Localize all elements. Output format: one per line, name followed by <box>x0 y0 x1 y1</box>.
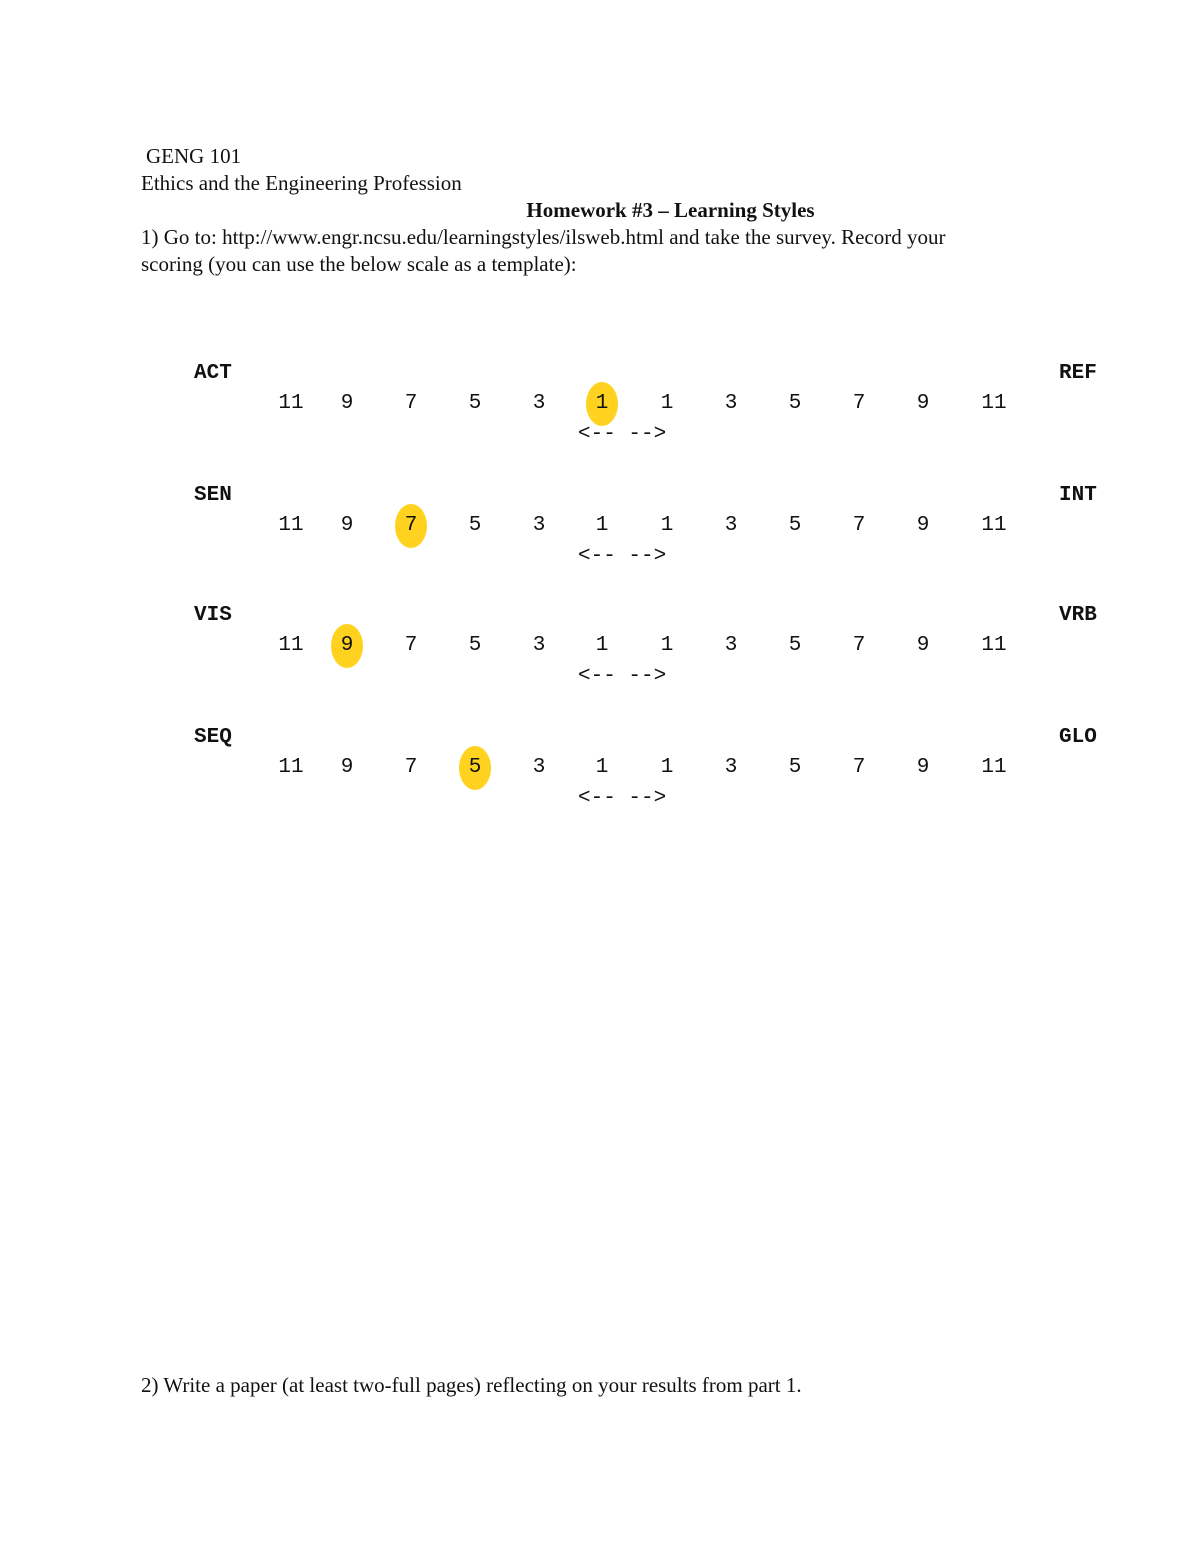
scale-arrows: <-- --> <box>578 545 667 568</box>
scale-value-text: 5 <box>468 756 482 779</box>
scale-left-label: SEQ <box>194 726 232 749</box>
scale-value <box>964 634 1024 658</box>
scale-value <box>261 514 321 538</box>
course-code: GENG 101 <box>146 144 242 168</box>
scale-value <box>765 634 825 658</box>
scale-value-text: 11 <box>278 514 304 537</box>
scale-value-text: 1 <box>660 514 674 537</box>
scale-value <box>765 514 825 538</box>
scale-value <box>637 392 697 416</box>
question-2: 2) Write a paper (at least two-full pages) reflecting on your results from part 1. <box>141 1373 802 1397</box>
scale-right-label: GLO <box>1059 726 1097 749</box>
scale-value-text: 1 <box>595 756 609 779</box>
scale-value <box>445 756 505 780</box>
scale-value <box>829 634 889 658</box>
scale-value <box>893 514 953 538</box>
scale-value-text: 7 <box>404 756 418 779</box>
scale-arrows: <-- --> <box>578 665 667 688</box>
scale-value-text: 5 <box>788 756 802 779</box>
question-1-line-2: scoring (you can use the below scale as a template): <box>141 252 577 276</box>
scale-value <box>261 756 321 780</box>
scale-value-text: 5 <box>788 392 802 415</box>
scale-value-text: 3 <box>724 392 738 415</box>
scale-value <box>964 392 1024 416</box>
scale-value <box>893 756 953 780</box>
scale-value <box>381 392 441 416</box>
scale-value <box>964 514 1024 538</box>
scale-value <box>701 514 761 538</box>
scale-value-text: 11 <box>981 756 1007 779</box>
scale-value <box>381 634 441 658</box>
scale-value-text: 7 <box>852 392 866 415</box>
question-1-line-1: 1) Go to: http://www.engr.ncsu.edu/learningstyles/ilsweb.html and take the survey. Record your <box>141 225 946 249</box>
scale-value-text: 3 <box>724 634 738 657</box>
scale-value <box>509 756 569 780</box>
scale-value <box>701 756 761 780</box>
scale-value <box>509 514 569 538</box>
scale-value-text: 9 <box>340 634 354 657</box>
scale-value <box>637 756 697 780</box>
course-title: Ethics and the Engineering Profession <box>141 171 462 195</box>
scale-value <box>261 392 321 416</box>
scale-value <box>445 634 505 658</box>
scale-left-label: VIS <box>194 604 232 627</box>
scale-value <box>893 392 953 416</box>
scale-value-text: 7 <box>852 634 866 657</box>
scale-value-text: 1 <box>595 514 609 537</box>
scale-value-text: 5 <box>468 634 482 657</box>
scale-right-label: INT <box>1059 484 1097 507</box>
scale-value-text: 11 <box>278 634 304 657</box>
scale-value <box>572 756 632 780</box>
scale-value-text: 11 <box>278 392 304 415</box>
scale-value <box>381 514 441 538</box>
scale-value-text: 9 <box>340 392 354 415</box>
scale-value <box>317 392 377 416</box>
scale-row <box>0 604 1200 704</box>
scale-right-label: VRB <box>1059 604 1097 627</box>
scale-value-text: 1 <box>660 392 674 415</box>
scale-value <box>572 392 632 416</box>
scale-value-text: 5 <box>788 514 802 537</box>
scale-value <box>572 514 632 538</box>
scale-value <box>964 756 1024 780</box>
scale-value <box>509 634 569 658</box>
scale-value-text: 7 <box>852 756 866 779</box>
scale-value-text: 5 <box>468 514 482 537</box>
scale-value-text: 3 <box>532 392 546 415</box>
scale-value-text: 3 <box>724 514 738 537</box>
scale-value <box>381 756 441 780</box>
scale-value <box>637 514 697 538</box>
scale-value-text: 11 <box>981 392 1007 415</box>
scale-value-text: 7 <box>404 514 418 537</box>
scale-value-text: 3 <box>532 756 546 779</box>
scale-row <box>0 484 1200 584</box>
scale-value <box>765 756 825 780</box>
scale-value <box>261 634 321 658</box>
scale-value-text: 1 <box>595 634 609 657</box>
scale-value <box>701 392 761 416</box>
scale-value-text: 9 <box>916 634 930 657</box>
scale-value-text: 11 <box>278 756 304 779</box>
scale-value-text: 11 <box>981 634 1007 657</box>
scale-value-text: 1 <box>660 634 674 657</box>
scale-value-text: 9 <box>916 756 930 779</box>
scale-value <box>829 392 889 416</box>
scale-value-text: 9 <box>340 756 354 779</box>
scale-value <box>509 392 569 416</box>
scale-value <box>317 514 377 538</box>
scale-value <box>893 634 953 658</box>
scale-value-text: 9 <box>916 392 930 415</box>
scale-left-label: ACT <box>194 362 232 385</box>
scale-value-text: 1 <box>660 756 674 779</box>
scale-value-text: 7 <box>404 392 418 415</box>
scale-value-text: 9 <box>340 514 354 537</box>
scale-value <box>317 634 377 658</box>
scale-value-text: 1 <box>595 392 609 415</box>
scale-value-text: 11 <box>981 514 1007 537</box>
scale-value <box>445 392 505 416</box>
scale-row <box>0 362 1200 462</box>
scale-value-text: 7 <box>404 634 418 657</box>
scale-value-text: 3 <box>532 514 546 537</box>
scale-value <box>637 634 697 658</box>
scale-value <box>572 634 632 658</box>
scale-value-text: 3 <box>724 756 738 779</box>
scale-value <box>317 756 377 780</box>
scale-value <box>765 392 825 416</box>
scale-row <box>0 726 1200 826</box>
scale-value-text: 3 <box>532 634 546 657</box>
scale-left-label: SEN <box>194 484 232 507</box>
scale-value <box>445 514 505 538</box>
scale-value-text: 7 <box>852 514 866 537</box>
scale-value <box>829 514 889 538</box>
scale-value-text: 5 <box>468 392 482 415</box>
scale-arrows: <-- --> <box>578 423 667 446</box>
scale-arrows: <-- --> <box>578 787 667 810</box>
assignment-title: Homework #3 – Learning Styles <box>526 198 815 222</box>
scale-value <box>701 634 761 658</box>
scale-value-text: 9 <box>916 514 930 537</box>
scale-value <box>829 756 889 780</box>
scale-right-label: REF <box>1059 362 1097 385</box>
scale-value-text: 5 <box>788 634 802 657</box>
